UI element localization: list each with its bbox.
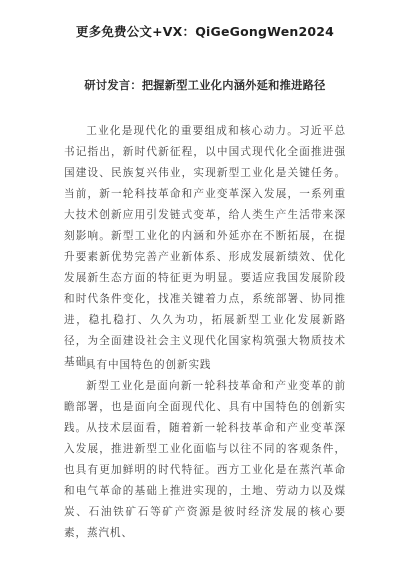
paragraph-intro: 工业化是现代化的重要组成和核心动力。习近平总书记指出，新时代新征程，以中国式现代化全面推进强国建设、民族复兴伟业，实现新型工业化是关键任务。当前，新一轮科技革命和产业变革深入发展，一系列重大技术创新应用引发链式变革，给人类生产生活带来深刻影响。新型工业化的内涵和外延亦在不断拓展，在提升要素新优势完善产业新体系、形成发展新绩效、优化发展新生态方面的特征更为明显。要适应我国发展阶段和时代条件变化，找准关键着力点，系统部署、协同推进，稳扎稳打、久久为功，拓展新型工业化发展新路径，为全面建设社会主义现代化国家构筑强大物质技术基础。 [64,125,346,368]
document-title: 研讨发言：把握新型工业化内涵外延和推进路径 [84,79,326,92]
paragraph-technology: 从技术层面看，随着新一轮科技革命和产业变革深入发展，推进新型工业化面临与以往不同的客观条件，也具有更加鲜明的时代特征。西方工业化是在蒸汽革命和电气革命的基础上推进实现的，土地、劳动力以及煤炭、石油铁矿石等矿产资源是彼时经济发展的核心要素，蒸汽机、 [64,422,346,539]
promo-header: 更多免费公文+VX：QiGeGongWen2024 [75,24,335,39]
paragraph-innovation: 新型工业化是面向新一轮科技革命和产业变革的前瞻部署，也是面向全面现代化、具有中国特色的创新实践。 [64,380,346,434]
section-heading: 具有中国特色的创新实践 [85,359,212,371]
